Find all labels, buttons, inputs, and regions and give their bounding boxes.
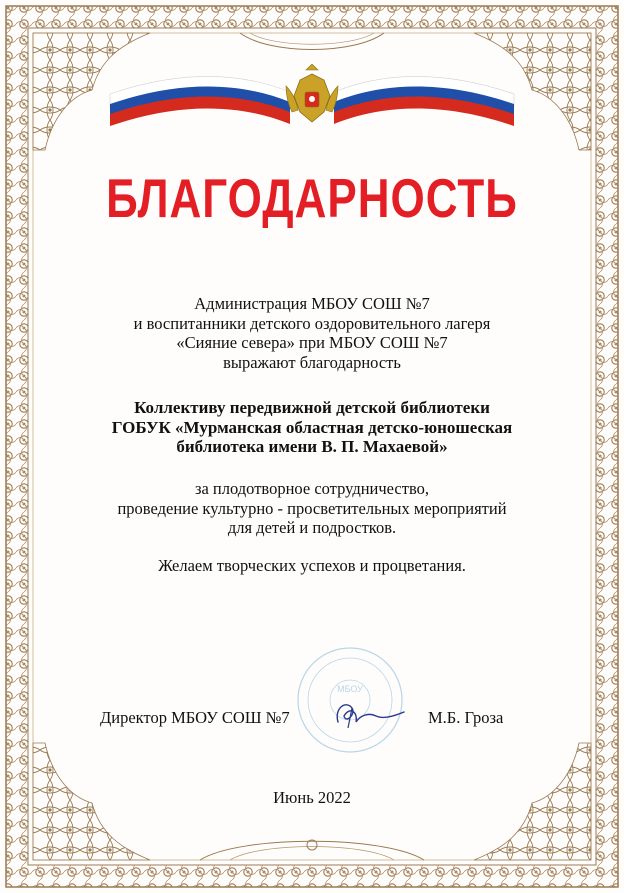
reason-line: проведение культурно - просветительных мероприятий — [117, 498, 507, 518]
reason-line: для детей и подростков. — [227, 518, 397, 537]
recipient-block — [0, 398, 624, 457]
intro-line: выражают благодарность — [223, 352, 401, 372]
svg-text:МБОУ: МБОУ — [337, 684, 363, 694]
intro-line: Администрация МБОУ СОШ №7 — [194, 294, 430, 313]
signature-row — [0, 708, 624, 732]
intro-block — [0, 294, 624, 372]
wish-line: Желаем творческих успехов и процветания. — [158, 556, 466, 575]
intro-line: «Сияние севера» при МБОУ СОШ №7 — [176, 333, 448, 352]
recipient-line: Коллективу передвижной детской библиотеки — [134, 398, 490, 417]
intro-line: и воспитанники детского оздоровительного лагеря — [133, 313, 491, 333]
document-date: Июнь 2022 — [273, 788, 351, 807]
recipient-line: библиотека имени В. П. Махаевой» — [176, 437, 448, 456]
reason-line: за плодотворное сотрудничество, — [194, 479, 430, 498]
signatory-name: М.Б. Гроза — [428, 708, 504, 727]
recipient-line: ГОБУК «Мурманская областная детско-юношеская — [111, 417, 513, 437]
document-heading: БЛАГОДАРНОСТЬ — [106, 168, 518, 230]
signatory-position: Директор МБОУ СОШ №7 — [100, 708, 290, 727]
reason-block — [0, 479, 624, 538]
